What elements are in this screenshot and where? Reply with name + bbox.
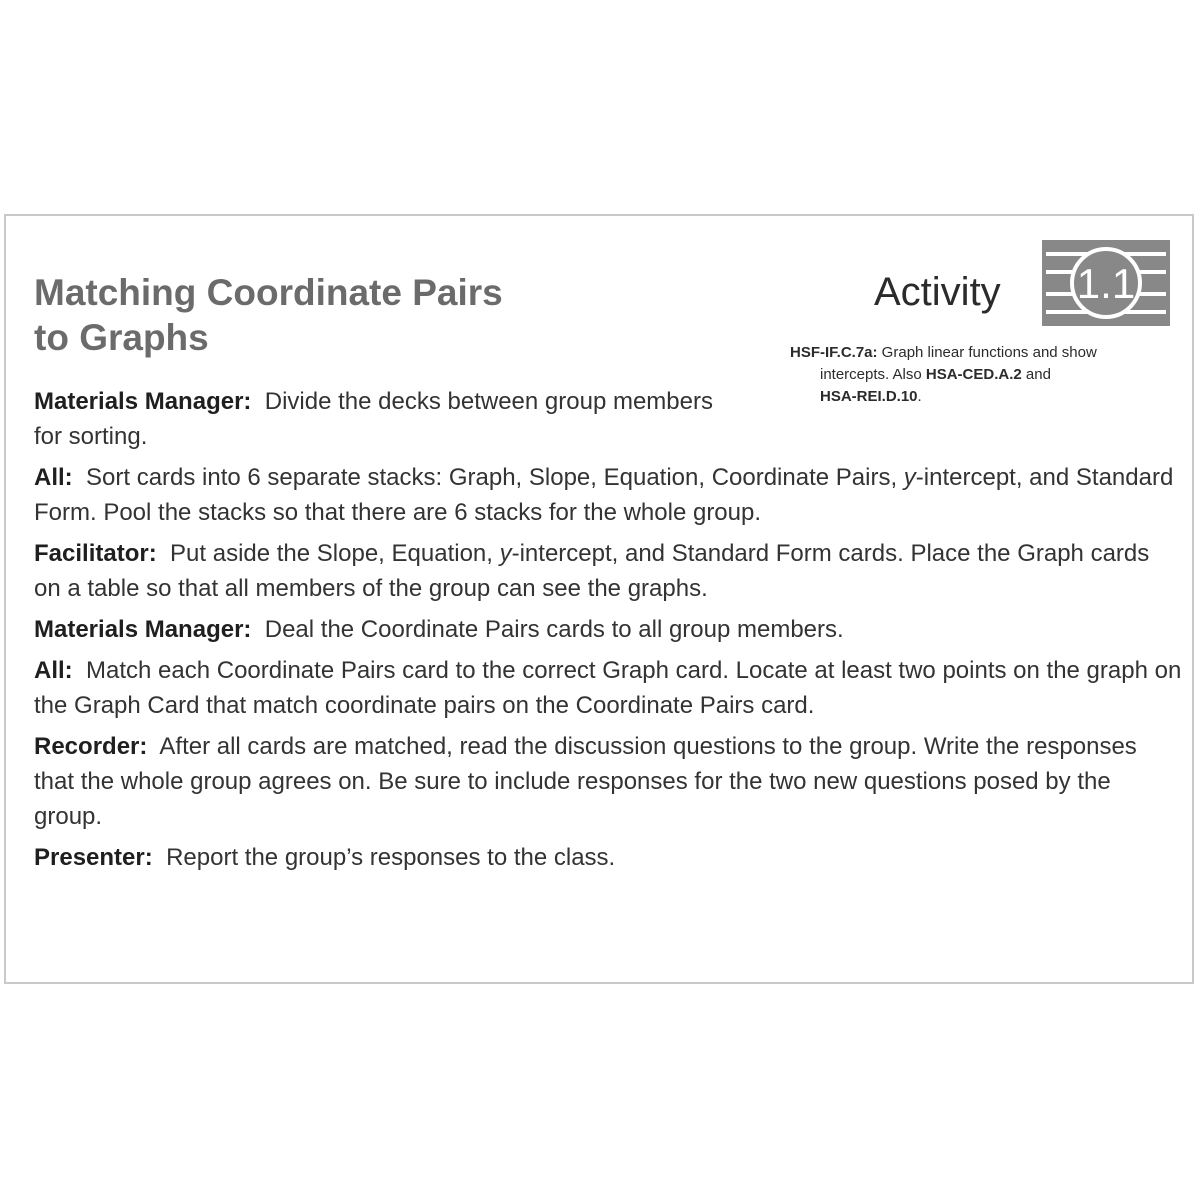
- role-label: All:: [34, 464, 73, 491]
- role-label: Recorder:: [34, 733, 148, 760]
- role-label: Facilitator:: [34, 540, 157, 567]
- standard-code-primary: HSF-IF.C.7a:: [790, 344, 878, 361]
- activity-label: Activity: [874, 270, 1001, 314]
- standard-text: .: [917, 388, 922, 405]
- instruction-step: [34, 653, 1182, 723]
- step-text: Sort cards into 6 separate stacks: Graph, Slope, Equation, Coordinate Pairs,: [86, 464, 904, 491]
- step-text: Match each Coordinate Pairs card to the correct Graph card. Locate at least two points on the graph on the Graph Card that match coordinate pairs on the Coordinate Pairs card.: [34, 657, 1182, 719]
- instruction-step: [34, 840, 1182, 875]
- activity-card: [4, 214, 1194, 984]
- step-text: After all cards are matched, read the discussion questions to the group. Write the responses that the whole group agrees on. Be sure to include responses for the two new questions posed by the group.: [34, 733, 1137, 830]
- step-text: Divide the decks between group members for sorting.: [34, 388, 713, 450]
- role-label: All:: [34, 657, 73, 684]
- instruction-step: [34, 384, 734, 454]
- card-title-line2: to Graphs: [34, 317, 209, 358]
- standard-text: and: [1021, 366, 1051, 383]
- step-text-italic: y: [903, 464, 916, 491]
- step-text-italic: y: [499, 540, 512, 567]
- instruction-step: [34, 460, 1182, 530]
- role-label: Materials Manager:: [34, 388, 252, 415]
- standard-text: intercepts. Also: [820, 366, 926, 383]
- standard-code-secondary: HSA-CED.A.2: [925, 366, 1022, 383]
- role-label: Presenter:: [34, 844, 153, 871]
- step-text: -intercept, and Standard Form cards. Place the Graph cards on a table so that all members of the group can see the graphs.: [34, 540, 1150, 602]
- card-title: [34, 270, 594, 360]
- step-text: Put aside the Slope, Equation,: [170, 540, 500, 567]
- instruction-step: [34, 729, 1182, 834]
- badge-number: 1.1: [1076, 260, 1136, 307]
- card-title-line1: Matching Coordinate Pairs: [34, 272, 503, 313]
- role-instructions: [34, 384, 1182, 881]
- role-label: Materials Manager:: [34, 616, 252, 643]
- instruction-step: [34, 612, 1182, 647]
- activity-number-badge: [1042, 240, 1170, 326]
- standard-text: Graph linear functions and show: [877, 344, 1097, 361]
- instruction-step: [34, 536, 1182, 606]
- step-text: -intercept, and Standard Form. Pool the stacks so that there are 6 stacks for the whole group.: [34, 464, 1174, 526]
- step-text: Deal the Coordinate Pairs cards to all group members.: [264, 616, 844, 643]
- standard-code-tertiary: HSA-REI.D.10: [820, 388, 918, 405]
- step-text: Report the group’s responses to the class.: [166, 844, 616, 871]
